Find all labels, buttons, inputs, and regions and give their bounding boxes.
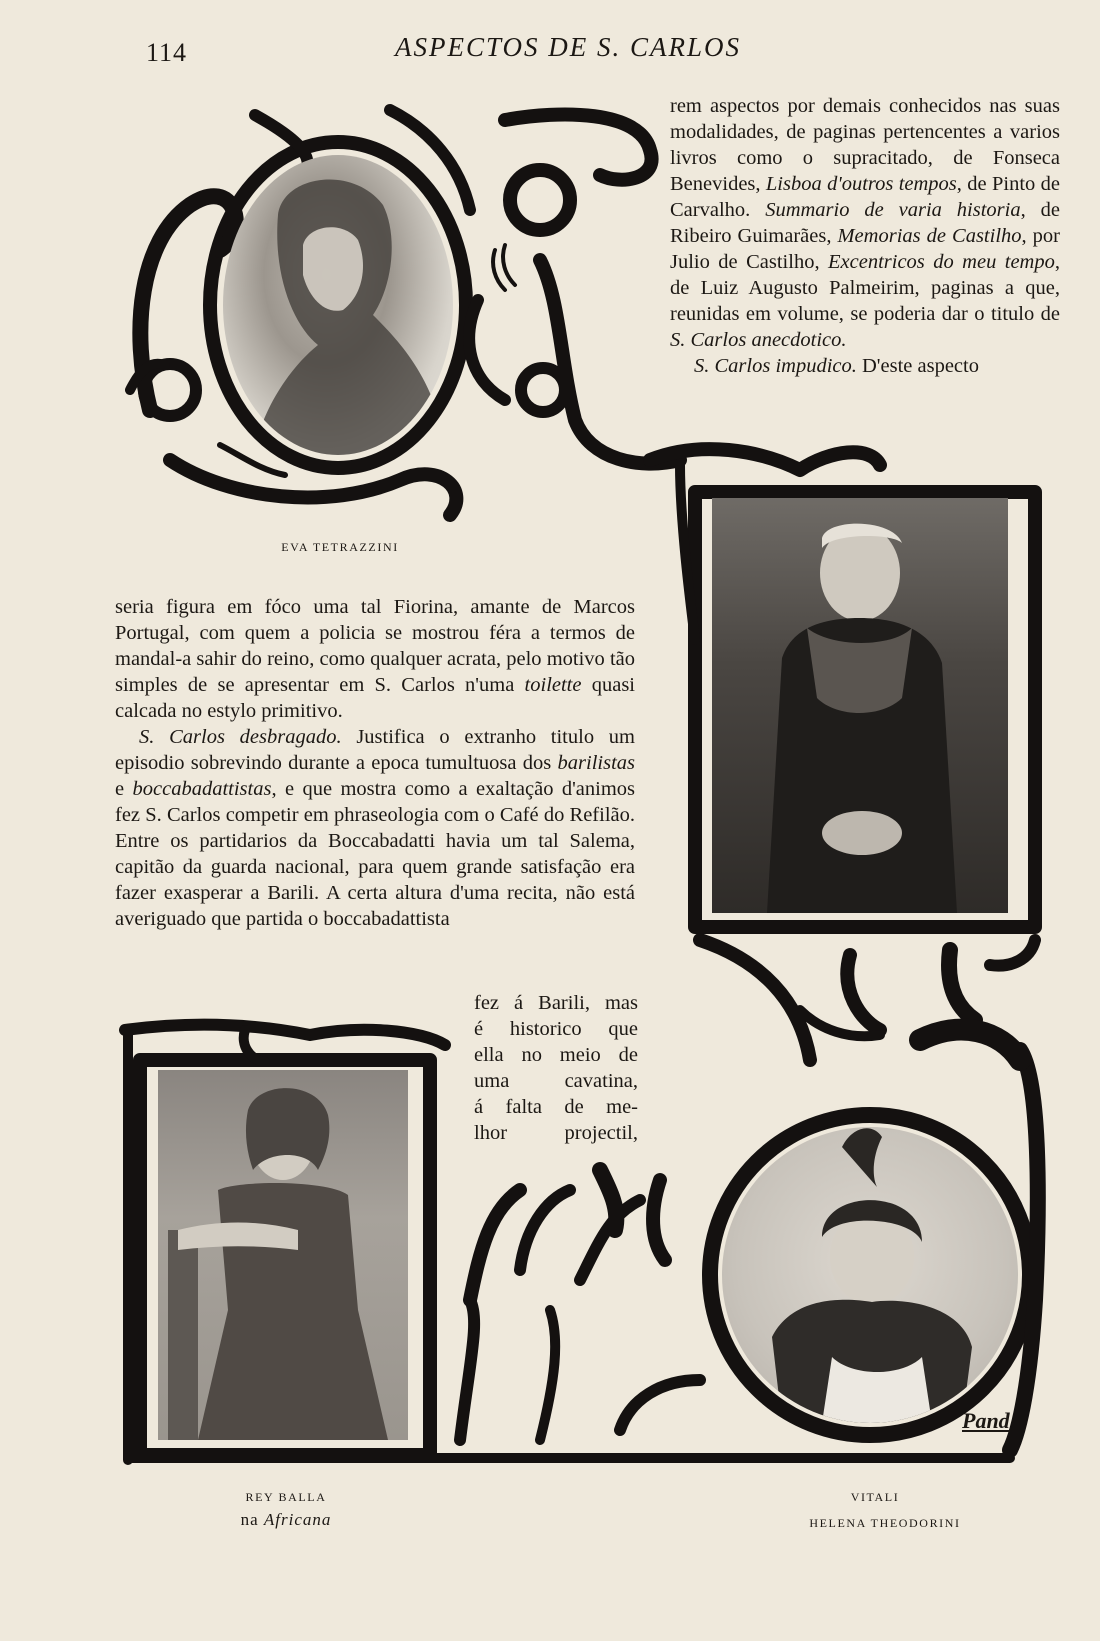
italic-run: Excentricos do meu tempo — [828, 251, 1055, 273]
text-run: , de Ribeiro Guimarães, — [670, 199, 1060, 247]
text-run: quasi calcada no estylo primitivo. — [115, 674, 635, 722]
portrait-silhouette-icon — [722, 1127, 1018, 1423]
text-line: uma cavatina, — [474, 1070, 638, 1092]
italic-run: Summario de varia historia — [765, 199, 1021, 221]
photo-standing-lady — [712, 498, 1008, 913]
running-title: ASPECTOS DE S. CARLOS — [395, 32, 742, 62]
caption-rey-balla: REY BALLA — [245, 1490, 327, 1504]
text-run: D'este aspecto — [856, 355, 979, 377]
text-run: , por Julio de Castilho, — [670, 225, 1060, 273]
italic-run: S. Carlos impudico. — [694, 355, 857, 377]
text-line: fez á Barili, mas — [474, 992, 638, 1014]
text-run: , e que mostra como a exaltação d'animos fez S. Carlos competir em phraseologia com o Café do Refilão. Entre os partidarios da Boccabadatti havia um tal Salema, capitão da guarda nacional, para quem grande satisfação era fazer exasperar a Barili. A certa altura d'uma recita, não está averiguado que partida o boccabadattista — [115, 778, 635, 930]
italic-run: S. Carlos desbragado. — [139, 726, 342, 748]
illustrator-signature: Pand — [962, 1408, 1010, 1433]
photo-eva-tetrazzini — [223, 155, 453, 455]
column_right_top-paragraph — [670, 353, 1060, 379]
photo-rey-balla — [158, 1070, 408, 1440]
text-run: , de Luiz Augusto Palmeirim, paginas a que, reunidas em volume, se poderia dar o titulo de — [670, 251, 1060, 325]
text-line: ella no meio de — [474, 1044, 638, 1066]
caption-eva-tetrazzini: EVA TETRAZZINI — [281, 540, 399, 554]
italic-run: toilette — [524, 674, 582, 696]
caption-role-prefix: na — [240, 1510, 264, 1529]
portrait-silhouette-icon — [712, 498, 1008, 913]
text-run: Justifica o extranho titulo um episodio sobrevindo durante a epoca tumultuosa dos — [115, 726, 635, 774]
portrait-silhouette-icon — [158, 1070, 408, 1440]
text-run: rem aspectos por demais conhecidos nas suas modalidades, de paginas pertencentes a varios livros como o supracitado, de Fonseca Benevides, — [670, 95, 1060, 195]
text-line: lhor projectil, — [474, 1122, 638, 1144]
photo-helena-theodorini — [722, 1127, 1018, 1423]
italic-run: boccabadattistas — [132, 778, 272, 800]
text-line: é historico que — [474, 1018, 638, 1040]
text-column-right-top — [670, 93, 1060, 379]
column_left_mid-paragraph — [115, 724, 635, 932]
caption-rey-balla-role — [206, 1510, 366, 1530]
italic-run: S. Carlos anecdotico. — [670, 329, 847, 351]
page-number: 114 — [146, 38, 188, 67]
caption-role-opera: Africana — [263, 1510, 332, 1529]
text-line: á falta de me- — [474, 1096, 638, 1118]
caption-vitali: VITALI — [850, 1490, 900, 1504]
text-run: seria figura em fóco uma tal Fiorina, amante de Marcos Portugal, com quem a policia se mostrou féra a termos de mandal-a sahir do reino, como qualquer acrata, pelo motivo tão simples de se apresentar em S. Carlos n'uma — [115, 596, 635, 696]
caption-helena-theodorini: HELENA THEODORINI — [809, 1516, 961, 1530]
italic-run: Memorias de Castilho — [837, 225, 1022, 247]
portrait-silhouette-icon — [223, 155, 453, 455]
column_right_top-paragraph — [670, 93, 1060, 353]
text-column-left-middle — [115, 594, 635, 932]
text-run: e — [115, 778, 133, 800]
column_left_mid-paragraph — [115, 594, 635, 724]
italic-run: barilistas — [557, 752, 635, 774]
italic-run: Lisboa d'outros tempos — [765, 173, 957, 195]
text-column-narrow — [474, 990, 638, 1146]
text-run: , de Pinto de Carvalho. — [670, 173, 1060, 221]
